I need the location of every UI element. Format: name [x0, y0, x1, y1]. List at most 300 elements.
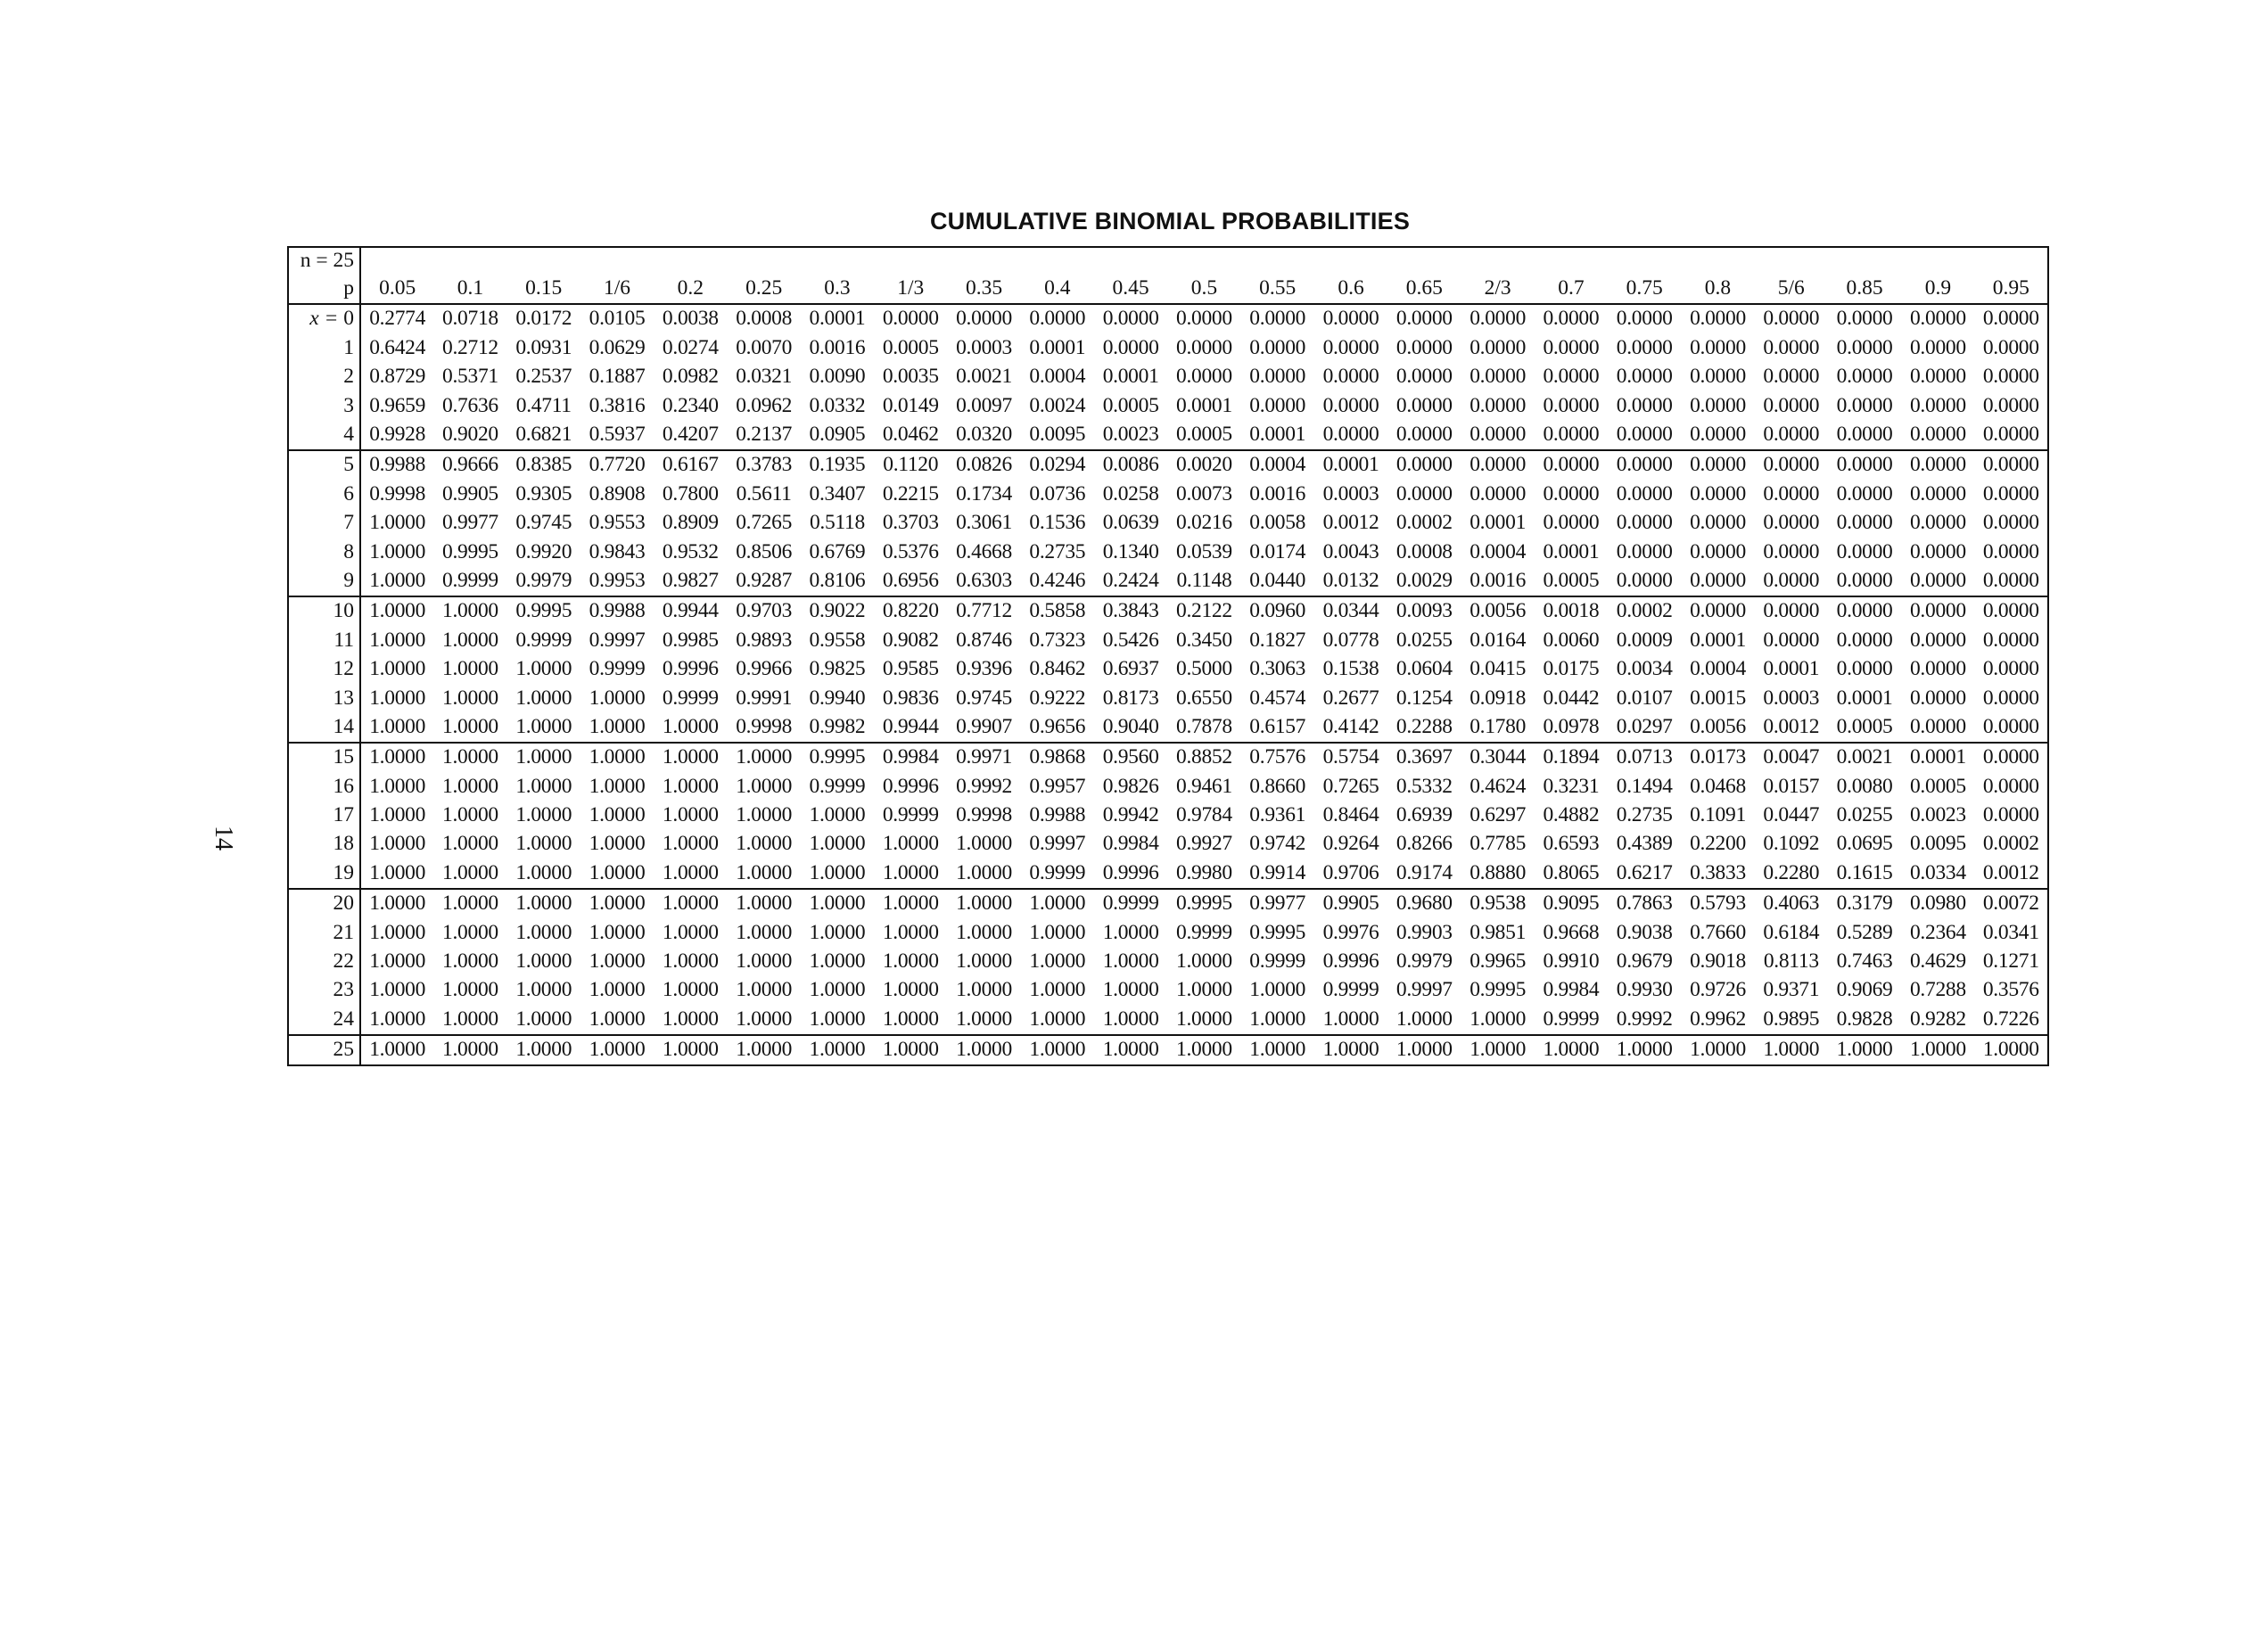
probability-cell: 0.0000: [1616, 481, 1673, 505]
probability-cell: 0.2122: [1176, 599, 1232, 623]
probability-cell: 0.9703: [736, 599, 793, 623]
x-row-header: [288, 567, 360, 596]
probability-cell: 1.0000: [442, 978, 498, 1002]
probability-cell: 0.9828: [1828, 1005, 1901, 1034]
probability-cell: 0.0000: [1763, 481, 1820, 505]
probability-cell: 0.9962: [1681, 1005, 1754, 1034]
probability-cell: 0.0334: [1901, 859, 1974, 888]
probability-cell: 1.0000: [1681, 1035, 1754, 1065]
probability-cell: 1.0000: [442, 832, 498, 856]
probability-cell: 0.0000: [1616, 539, 1673, 563]
p-column-header: 0.9: [1901, 275, 1974, 304]
probability-cell: 0.0931: [515, 335, 572, 359]
probability-cell: 0.7288: [1909, 978, 1966, 1002]
probability-cell: 1.0000: [442, 599, 498, 623]
probability-cell: 0.9040: [1094, 712, 1167, 742]
probability-cell: 0.0000: [1836, 307, 1893, 331]
probability-cell: 0.7712: [956, 599, 1012, 623]
probability-cell: 1.0000: [882, 832, 939, 856]
probability-cell: 0.9984: [1102, 832, 1159, 856]
probability-cell: 0.3703: [882, 511, 939, 535]
probability-cell: 0.9976: [1322, 920, 1379, 944]
probability-cell: 0.9532: [662, 539, 719, 563]
table-row: [288, 596, 2048, 626]
probability-cell: 0.7720: [589, 453, 646, 477]
x-row-header: [288, 538, 360, 566]
probability-cell: 0.0000: [1975, 304, 2049, 333]
probability-cell: 0.0095: [1021, 421, 1094, 450]
probability-cell: 0.0029: [1387, 567, 1461, 596]
probability-cell: 0.8746: [956, 628, 1012, 652]
probability-cell: 0.0000: [1828, 567, 1901, 596]
probability-cell: 0.0000: [1690, 393, 1746, 417]
probability-cell: 0.0001: [1690, 628, 1746, 652]
probability-cell: 0.8908: [589, 481, 646, 505]
p-column-header: 0.3: [801, 275, 874, 304]
probability-cell: 0.9022: [809, 599, 866, 623]
probability-cell: 0.0000: [1690, 365, 1746, 389]
x-value: 2: [343, 365, 354, 389]
probability-cell: 1.0000: [947, 859, 1020, 888]
probability-cell: 1.0000: [736, 892, 793, 916]
probability-cell: 0.9980: [1167, 859, 1240, 888]
p-column-header: 0.5: [1167, 275, 1240, 304]
probability-cell: 1.0000: [801, 1005, 874, 1034]
probability-cell: 0.0016: [809, 335, 866, 359]
probability-cell: 0.0468: [1690, 774, 1746, 798]
probability-cell: 0.0000: [1543, 393, 1600, 417]
p-column-header: 0.45: [1094, 275, 1167, 304]
probability-cell: 0.0000: [1395, 453, 1453, 477]
probability-cell: 0.0000: [1608, 567, 1681, 596]
probability-cell: 0.0003: [956, 335, 1012, 359]
table-row: [288, 1035, 2048, 1065]
probability-cell: 0.3697: [1395, 745, 1453, 769]
probability-cell: 1.0000: [882, 920, 939, 944]
probability-cell: 0.8506: [736, 539, 793, 563]
x-value: 3: [343, 393, 354, 417]
probability-cell: 0.0000: [1608, 421, 1681, 450]
probability-cell: 1.0000: [956, 978, 1012, 1002]
probability-cell: 0.9666: [442, 453, 498, 477]
probability-cell: 0.0003: [1322, 481, 1379, 505]
probability-cell: 0.0047: [1763, 745, 1820, 769]
probability-cell: 0.0000: [1322, 307, 1379, 331]
probability-cell: 0.0016: [1461, 567, 1534, 596]
probability-cell: 1.0000: [1535, 1035, 1608, 1065]
probability-cell: 0.0020: [1176, 453, 1232, 477]
probability-cell: 0.9944: [662, 599, 719, 623]
probability-cell: 0.0012: [1755, 712, 1828, 742]
probability-cell: 0.0001: [1029, 335, 1086, 359]
probability-cell: 1.0000: [1387, 1005, 1461, 1034]
probability-cell: 0.0321: [736, 365, 793, 389]
probability-cell: 0.0000: [1836, 657, 1893, 681]
probability-cell: 1.0000: [360, 567, 433, 596]
probability-cell: 0.0000: [1909, 481, 1966, 505]
probability-cell: 0.0107: [1616, 686, 1673, 710]
probability-cell: 1.0000: [736, 978, 793, 1002]
probability-cell: 0.0173: [1690, 745, 1746, 769]
probability-cell: 0.8065: [1535, 859, 1608, 888]
probability-cell: 1.0000: [507, 1035, 580, 1065]
probability-cell: 0.9069: [1836, 978, 1893, 1002]
probability-cell: 0.0000: [1909, 599, 1966, 623]
probability-cell: 0.0000: [1102, 307, 1159, 331]
probability-cell: 1.0000: [433, 1035, 506, 1065]
probability-cell: 0.9868: [1029, 745, 1086, 769]
table-row: [288, 801, 2048, 830]
probability-cell: 0.4574: [1249, 686, 1306, 710]
probability-cell: 1.0000: [360, 1035, 433, 1065]
probability-cell: 0.5426: [1102, 628, 1159, 652]
probability-cell: 1.0000: [1387, 1035, 1461, 1065]
probability-cell: 1.0000: [589, 803, 646, 827]
probability-cell: 0.9998: [727, 712, 800, 742]
probability-cell: 1.0000: [589, 686, 646, 710]
x-row-header: [288, 509, 360, 538]
probability-cell: 1.0000: [1167, 1005, 1240, 1034]
probability-cell: 0.6167: [662, 453, 719, 477]
probability-cell: 0.0000: [1535, 421, 1608, 450]
probability-cell: 1.0000: [727, 859, 800, 888]
probability-cell: 0.9742: [1249, 832, 1306, 856]
p-column-header: 0.15: [507, 275, 580, 304]
probability-cell: 0.9905: [1322, 892, 1379, 916]
probability-cell: 0.9264: [1322, 832, 1379, 856]
probability-cell: 0.0000: [1763, 307, 1820, 331]
probability-cell: 0.0000: [1681, 567, 1754, 596]
table-row: [288, 889, 2048, 918]
probability-cell: 0.9971: [956, 745, 1012, 769]
probability-cell: 0.0005: [1102, 393, 1159, 417]
probability-cell: 0.7265: [736, 511, 793, 535]
probability-cell: 0.9893: [736, 628, 793, 652]
probability-cell: 0.0080: [1836, 774, 1893, 798]
probability-cell: 0.0000: [1909, 657, 1966, 681]
probability-cell: 0.5754: [1322, 745, 1379, 769]
probability-cell: 0.2340: [662, 393, 719, 417]
probability-cell: 0.4629: [1909, 949, 1966, 974]
probability-cell: 0.9095: [1543, 892, 1600, 916]
probability-cell: 0.0000: [1616, 365, 1673, 389]
probability-cell: 0.9995: [1176, 892, 1232, 916]
probability-cell: 0.9082: [882, 628, 939, 652]
probability-cell: 0.9914: [1241, 859, 1314, 888]
n-label: n = 25: [288, 247, 360, 275]
probability-cell: 0.9979: [1395, 949, 1453, 974]
probability-cell: 1.0000: [882, 892, 939, 916]
probability-cell: 1.0000: [736, 949, 793, 974]
x-row-header: [288, 801, 360, 830]
probability-cell: 0.0442: [1543, 686, 1600, 710]
probability-cell: 0.9020: [433, 421, 506, 450]
probability-cell: 0.0320: [947, 421, 1020, 450]
probability-cell: 0.0000: [1690, 511, 1746, 535]
probability-cell: 0.9371: [1763, 978, 1820, 1002]
probability-cell: 0.9999: [882, 803, 939, 827]
table-row: [288, 976, 2048, 1005]
probability-cell: 0.9997: [589, 628, 646, 652]
probability-cell: 1.0000: [1029, 892, 1086, 916]
probability-cell: 0.0005: [882, 335, 939, 359]
probability-cell: 0.0004: [1029, 365, 1086, 389]
probability-cell: 0.2280: [1755, 859, 1828, 888]
probability-cell: 0.0718: [442, 307, 498, 331]
probability-cell: 0.3783: [736, 453, 793, 477]
probability-cell: 0.0000: [1616, 511, 1673, 535]
probability-cell: 1.0000: [369, 657, 426, 681]
probability-cell: 1.0000: [442, 745, 498, 769]
probability-cell: 0.3576: [1975, 976, 2049, 1005]
probability-cell: 0.0149: [882, 393, 939, 417]
probability-cell: 0.6769: [809, 539, 866, 563]
probability-cell: 1.0000: [369, 978, 426, 1002]
probability-cell: 0.7463: [1836, 949, 1893, 974]
probability-cell: 0.0000: [1616, 335, 1673, 359]
probability-cell: 0.0056: [1470, 599, 1527, 623]
probability-cell: 1.0000: [580, 1035, 654, 1065]
probability-cell: 1.0000: [1094, 1035, 1167, 1065]
probability-cell: 0.0021: [1836, 745, 1893, 769]
x-row-header: [288, 304, 360, 333]
probability-cell: 0.8729: [369, 365, 426, 389]
probability-cell: 0.0000: [1975, 480, 2049, 508]
probability-cell: 0.0341: [1975, 918, 2049, 947]
probability-cell: 1.0000: [442, 892, 498, 916]
probability-cell: 0.9905: [442, 481, 498, 505]
probability-cell: 0.0002: [1975, 830, 2049, 859]
probability-cell: 1.0000: [662, 892, 719, 916]
probability-cell: 1.0000: [580, 712, 654, 742]
probability-cell: 0.0005: [1535, 567, 1608, 596]
probability-cell: 1.0000: [809, 832, 866, 856]
probability-cell: 0.6297: [1470, 803, 1527, 827]
probability-cell: 0.9999: [1021, 859, 1094, 888]
probability-cell: 0.9553: [589, 511, 646, 535]
probability-cell: 0.9538: [1470, 892, 1527, 916]
probability-cell: 0.5289: [1836, 920, 1893, 944]
probability-cell: 1.0000: [580, 1005, 654, 1034]
probability-cell: 0.0004: [1249, 453, 1306, 477]
probability-cell: 1.0000: [433, 1005, 506, 1034]
page-title: CUMULATIVE BINOMIAL PROBABILITIES: [929, 208, 1411, 234]
probability-cell: 0.9396: [956, 657, 1012, 681]
x-row-header: [288, 450, 360, 480]
probability-cell: 0.0297: [1608, 712, 1681, 742]
probability-cell: 0.5332: [1395, 774, 1453, 798]
probability-cell: 0.8462: [1029, 657, 1086, 681]
probability-cell: 0.0978: [1535, 712, 1608, 742]
probability-cell: 0.7226: [1975, 1005, 2049, 1034]
probability-cell: 0.9965: [1470, 949, 1527, 974]
probability-cell: 0.0000: [1975, 626, 2049, 654]
probability-cell: 0.8909: [662, 511, 719, 535]
probability-cell: 0.0344: [1322, 599, 1379, 623]
probability-cell: 0.0000: [1836, 599, 1893, 623]
probability-cell: 0.9827: [654, 567, 727, 596]
table-row: [288, 918, 2048, 947]
probability-cell: 0.9680: [1395, 892, 1453, 916]
probability-cell: 0.0023: [1909, 803, 1966, 827]
probability-cell: 1.0000: [801, 859, 874, 888]
p-column-header: 0.35: [947, 275, 1020, 304]
probability-cell: 0.0005: [1909, 774, 1966, 798]
binomial-probability-table: [287, 246, 2049, 1066]
x-row-header: [288, 333, 360, 362]
x-value: 12: [333, 657, 354, 681]
x-value: 24: [333, 1007, 354, 1031]
probability-cell: 0.0000: [1176, 365, 1232, 389]
probability-cell: 0.9038: [1616, 920, 1673, 944]
probability-cell: 0.0001: [1241, 421, 1314, 450]
p-column-header: 0.4: [1021, 275, 1094, 304]
table-row: [288, 363, 2048, 391]
probability-cell: 0.4624: [1470, 774, 1527, 798]
probability-cell: 0.0000: [1470, 393, 1527, 417]
probability-cell: 0.2288: [1387, 712, 1461, 742]
probability-cell: 1.0000: [956, 920, 1012, 944]
probability-cell: 0.8385: [515, 453, 572, 477]
probability-cell: 0.8106: [801, 567, 874, 596]
probability-cell: 1.0000: [1029, 920, 1086, 944]
probability-cell: 1.0000: [507, 712, 580, 742]
probability-cell: 0.9928: [360, 421, 433, 450]
probability-cell: 0.9784: [1176, 803, 1232, 827]
p-column-header: 0.65: [1387, 275, 1461, 304]
probability-cell: 1.0000: [662, 978, 719, 1002]
probability-cell: 0.1894: [1543, 745, 1600, 769]
probability-cell: 0.7323: [1029, 628, 1086, 652]
probability-cell: 0.9843: [589, 539, 646, 563]
probability-cell: 1.0000: [874, 859, 947, 888]
probability-cell: 1.0000: [507, 1005, 580, 1034]
probability-cell: 1.0000: [1241, 1005, 1314, 1034]
probability-cell: 1.0000: [809, 803, 866, 827]
x-value: 8: [343, 539, 354, 563]
probability-cell: 0.0000: [1909, 539, 1966, 563]
probability-cell: 0.0000: [1975, 801, 2049, 830]
probability-cell: 0.5858: [1029, 599, 1086, 623]
probability-cell: 1.0000: [1249, 978, 1306, 1002]
probability-cell: 1.0000: [589, 892, 646, 916]
probability-cell: 0.9282: [1901, 1005, 1974, 1034]
probability-cell: 0.9745: [515, 511, 572, 535]
x-prefix: x =: [309, 307, 344, 331]
table-row: [288, 626, 2048, 654]
probability-cell: 0.7785: [1470, 832, 1527, 856]
probability-cell: 1.0000: [589, 920, 646, 944]
probability-cell: 0.3450: [1176, 628, 1232, 652]
probability-cell: 1.0000: [1901, 1035, 1974, 1065]
probability-cell: 0.9992: [956, 774, 1012, 798]
x-row-header: [288, 421, 360, 450]
p-column-header: 0.2: [654, 275, 727, 304]
probability-cell: 1.0000: [654, 712, 727, 742]
probability-cell: 0.0000: [1975, 509, 2049, 538]
probability-cell: 1.0000: [369, 803, 426, 827]
probability-cell: 0.2712: [442, 335, 498, 359]
probability-cell: 0.0332: [809, 393, 866, 417]
probability-cell: 0.0086: [1102, 453, 1159, 477]
probability-cell: 0.0016: [1249, 481, 1306, 505]
probability-cell: 0.0778: [1322, 628, 1379, 652]
probability-cell: 0.0008: [736, 307, 793, 331]
probability-cell: 0.0980: [1909, 892, 1966, 916]
x-row-header: [288, 684, 360, 712]
probability-cell: 0.0024: [1029, 393, 1086, 417]
x-value: 22: [333, 949, 354, 974]
probability-cell: 0.0056: [1681, 712, 1754, 742]
table-row: [288, 1005, 2048, 1034]
probability-cell: 0.6937: [1102, 657, 1159, 681]
p-column-header: 0.8: [1681, 275, 1754, 304]
probability-cell: 0.0905: [801, 421, 874, 450]
probability-cell: 1.0000: [1461, 1005, 1534, 1034]
probability-cell: 1.0000: [736, 832, 793, 856]
probability-cell: 0.0000: [1690, 335, 1746, 359]
probability-cell: 0.2677: [1322, 686, 1379, 710]
probability-cell: 0.9656: [1021, 712, 1094, 742]
probability-cell: 0.0000: [1763, 599, 1820, 623]
probability-cell: 1.0000: [369, 628, 426, 652]
probability-cell: 0.0000: [1395, 307, 1453, 331]
probability-cell: 0.0000: [1543, 335, 1600, 359]
x-value: 7: [343, 511, 354, 535]
p-column-header: 1/3: [874, 275, 947, 304]
probability-cell: 0.0000: [1975, 450, 2049, 480]
probability-cell: 0.9018: [1690, 949, 1746, 974]
probability-cell: 0.4246: [1021, 567, 1094, 596]
table-body: [288, 304, 2048, 1065]
probability-cell: 0.0174: [1249, 539, 1306, 563]
probability-cell: 0.0000: [1836, 365, 1893, 389]
probability-cell: 0.0000: [1176, 335, 1232, 359]
probability-cell: 0.0000: [1470, 453, 1527, 477]
probability-cell: 0.0255: [1836, 803, 1893, 827]
probability-cell: 1.0000: [736, 774, 793, 798]
probability-cell: 1.0000: [369, 745, 426, 769]
probability-cell: 1.0000: [442, 949, 498, 974]
probability-cell: 0.9942: [1102, 803, 1159, 827]
probability-cell: 0.0000: [1322, 393, 1379, 417]
probability-cell: 0.0001: [1909, 745, 1966, 769]
x-row-header: [288, 918, 360, 947]
x-value: 25: [333, 1038, 354, 1062]
probability-cell: 0.9999: [1102, 892, 1159, 916]
x-value: 23: [333, 978, 354, 1002]
probability-cell: 0.9995: [515, 599, 572, 623]
probability-cell: 0.0000: [1975, 391, 2049, 420]
probability-cell: 0.0008: [1395, 539, 1453, 563]
probability-cell: 0.4882: [1543, 803, 1600, 827]
probability-cell: 0.0000: [1470, 481, 1527, 505]
probability-cell: 1.0000: [1608, 1035, 1681, 1065]
p-column-header: 0.7: [1535, 275, 1608, 304]
probability-cell: 0.0462: [874, 421, 947, 450]
probability-cell: 0.9560: [1102, 745, 1159, 769]
x-value: 10: [333, 599, 354, 623]
probability-cell: 1.0000: [662, 949, 719, 974]
x-row-header: [288, 1005, 360, 1034]
probability-cell: 0.0004: [1690, 657, 1746, 681]
probability-cell: 0.1148: [1167, 567, 1240, 596]
x-value: 13: [333, 686, 354, 710]
probability-cell: 1.0000: [442, 628, 498, 652]
probability-cell: 1.0000: [1021, 1035, 1094, 1065]
table-row: [288, 480, 2048, 508]
probability-cell: 0.9668: [1543, 920, 1600, 944]
